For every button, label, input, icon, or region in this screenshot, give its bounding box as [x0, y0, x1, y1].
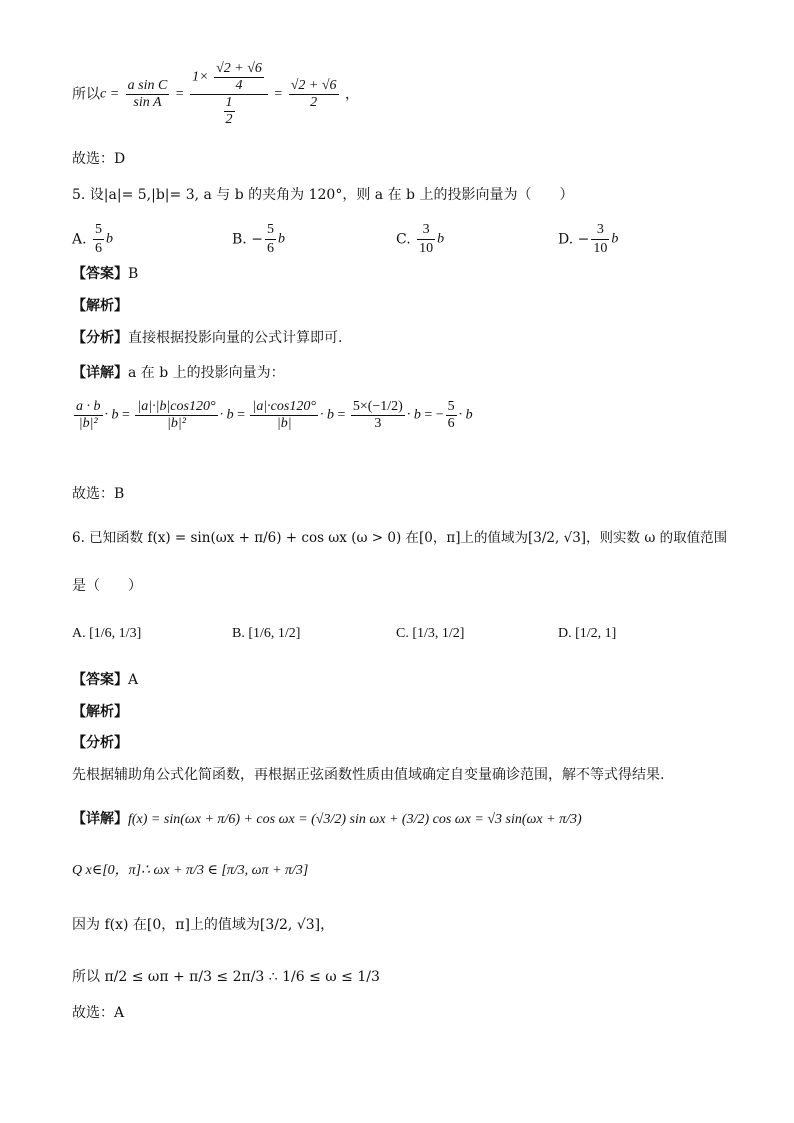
formula-c-line: 所以c = $\frac{\text{a sin C}}{\text{sin A}}$ = 1× $\frac{√2 + √6}{4}$ $\frac{1}{2}$ = $\frac{√2 + √6}{2}$ ， — [72, 61, 359, 127]
question-6-line1: 6. 已知函数 f(x) = sin(ωx + π/6) + cos ωx (ω > 0) 在[0，π]上的值域为[3/2, √3]，则实数 ω 的取值范围 — [72, 530, 728, 546]
q5-projection-formula: $\frac{a \cdot b}{\text{|b|²}}$ · b = $\frac{|a|\cdot|b|\cos 120^\circ}{\text{|b|²}}$ · b = $\frac{|a|\cdot\cos 120^\circ}{|b|}$ · b = $\frac{5\times(-1/2)}{3}$ · b = − $\frac{5}{6}$ · b — [76, 399, 473, 431]
q5-final: 故选：B — [72, 486, 125, 502]
q6-fenxi-tag: 【分析】 — [72, 735, 128, 751]
q6-final: 故选：A — [72, 1005, 125, 1021]
fraction-big: 1× $\frac{√2 + √6}{4}$ $\frac{1}{2}$ — [190, 62, 268, 127]
q6-option-b: B. [1/6, 1/2] — [232, 626, 301, 641]
q5-answer: 【答案】B — [72, 266, 139, 282]
q6-jiexi: 【解析】 — [72, 704, 128, 720]
c-eq: c = — [100, 86, 120, 102]
q5-fenxi: 【分析】直接根据投影向量的公式计算即可. — [72, 330, 343, 346]
answer-4: 故选：D — [72, 151, 126, 167]
q6-option-d: D. [1/2, 1] — [558, 626, 617, 641]
q6-answer: 【答案】A — [72, 672, 139, 688]
q6-step4: 所以 π/2 ≤ ωπ + π/3 ≤ 2π/3 ∴ 1/6 ≤ ω ≤ 1/3 — [72, 969, 380, 985]
q5-option-a: A. $\frac{5}{6}$ b — [72, 222, 114, 256]
q6-option-c: C. [1/3, 1/2] — [396, 626, 465, 641]
q6-xiangjie: 【详解】f(x) = sin(ωx + π/6) + cos ωx = (√3/2) sin ωx + (3/2) cos ωx = √3 sin(ωx + π/3) — [72, 811, 582, 827]
q6-step2: Q x∈[0，π]∴ ωx + π/3 ∈ [π/3, ωπ + π/3] — [72, 863, 309, 878]
q5-jiexi: 【解析】 — [72, 298, 128, 314]
question-6-line2: 是（ ） — [72, 578, 142, 594]
q5-xiangjie: 【详解】a 在 b 上的投影向量为： — [72, 365, 285, 381]
q5-option-b: B. − $\frac{5}{6}$ b — [232, 222, 285, 256]
q5-option-d: D. − $\frac{3}{10}$ b — [558, 222, 619, 256]
q6-step3: 因为 f(x) 在[0，π]上的值域为[3/2, √3]， — [72, 917, 335, 933]
prefix-text: 所以 — [72, 86, 100, 103]
q5-option-c: C. $\frac{3}{10}$ b — [396, 222, 445, 256]
fraction-result: $\frac{√2 + √6}{2}$ — [290, 78, 337, 110]
fraction-asinC: $\frac{\text{a sin C}}{\text{sin A}}$ — [127, 78, 168, 110]
q6-fenxi: 先根据辅助角公式化简函数，再根据正弦函数性质由值域确定自变量确诊范围，解不等式得结果. — [72, 767, 665, 783]
q6-option-a: A. [1/6, 1/3] — [72, 626, 142, 641]
question-5: 5. 设|a|= 5,|b|= 3, a 与 b 的夹角为 120°，则 a 在 b 上的投影向量为（ ） — [72, 187, 574, 203]
